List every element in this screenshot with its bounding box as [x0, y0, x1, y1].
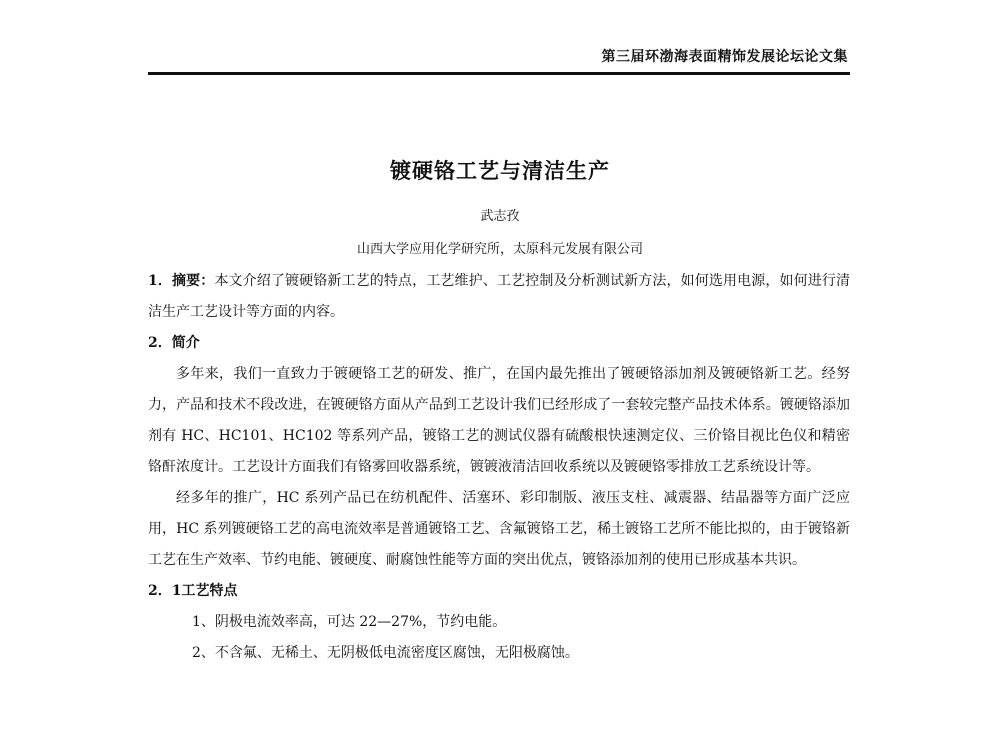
list-item: 2、不含氟、无稀土、无阴极低电流密度区腐蚀，无阳极腐蚀。 [192, 645, 579, 661]
section-heading: 2．简介 [148, 335, 200, 351]
abstract [148, 266, 850, 328]
paper-title: 镀硬铬工艺与清洁生产 [390, 158, 610, 183]
list-item: 1、阴极电流效率高，可达 22—27%，节约电能。 [192, 614, 507, 630]
paper-body [148, 266, 850, 669]
author: 武志孜 [480, 209, 520, 224]
subsection-heading: 2．1工艺特点 [148, 583, 238, 599]
affiliation: 山西大学应用化学研究所，太原科元发展有限公司 [356, 242, 643, 257]
paragraph: 多年来，我们一直致力于镀硬铬工艺的研发、推广，在国内最先推出了镀硬铬添加剂及镀硬铬新工艺。经努力，产品和技术不段改进，在镀硬铬方面从产品到工艺设计我们已经形成了一套较完整产品技术体系。镀硬铬添加剂有 HC、HC101、HC102 等系列产品，镀铬工艺的测试仪器有硫酸根快速测定仪、三价铬目视比色仪和精密铬酐浓度计。工艺设计方面我们有铬雾回收器系统，镀镀液清洁回收系统以及镀硬铬零排放工艺系统设计等。 [148, 366, 850, 475]
abstract-text: 本文介绍了镀硬铬新工艺的特点，工艺维护、工艺控制及分析测试新方法，如何选用电源，如何进行清洁生产工艺设计等方面的内容。 [148, 273, 851, 320]
header-rule [148, 72, 850, 75]
paragraph: 经多年的推广，HC 系列产品已在纺机配件、活塞环、彩印制版、液压支柱、减震器、结晶器等方面广泛应用，HC 系列镀硬铬工艺的高电流效率是普通镀铬工艺、含氟镀铬工艺，稀土镀铬工艺所不能比拟的，由于镀铬新工艺在生产效率、节约电能、镀硬度、耐腐蚀性能等方面的突出优点，镀铬添加剂的使用已形成基本共识。 [148, 490, 850, 568]
abstract-label: 1．摘要： [148, 273, 215, 289]
running-header: 第三届环渤海表面精饰发展论坛论文集 [601, 49, 848, 65]
